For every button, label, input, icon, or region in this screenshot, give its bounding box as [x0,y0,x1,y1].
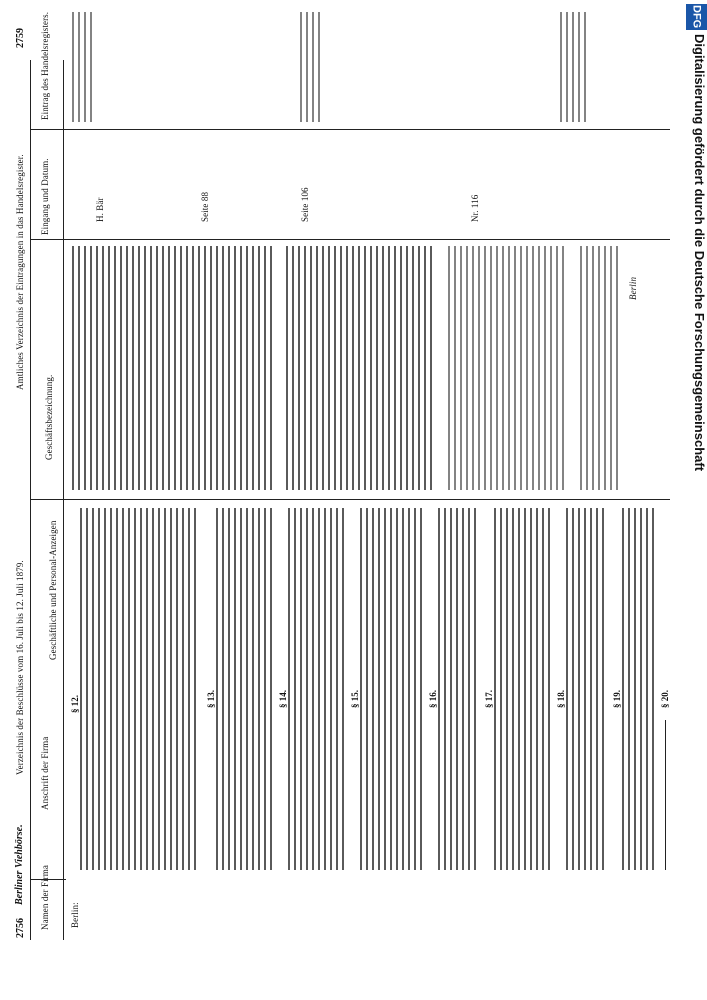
right-paragraph-4 [580,246,620,490]
left-section-1: § 12. [70,695,80,713]
left-section-4: § 15. [350,690,360,708]
header-rule [30,60,31,940]
right-register-entry-2 [300,12,322,122]
right-running-header: Amtliches Verzeichnis der Eintragungen in das Handelsregister. [15,154,25,390]
left-firm-label: Berlin: [70,902,80,928]
right-signature: Berlin [628,276,638,300]
right-paragraph-3 [448,246,568,490]
left-col-name-header: Namen der Firma [40,865,50,930]
left-paragraph-4 [360,508,422,870]
right-paragraph-2 [286,246,436,490]
right-col-business-header: Geschäftsbezeichnung. [44,374,54,460]
left-paragraph-3 [288,508,344,870]
right-margin-note-4: Nr. 116 [470,194,480,222]
right-col-register-header: Eintrag des Handelsregisters. [40,11,50,120]
left-section-7: § 18. [556,690,566,708]
left-running-header: Berliner Viehbörse. [14,824,25,905]
right-col-date-header: Eingang und Datum. [40,158,50,235]
left-col-content-header: Geschäftliche und Personal-Anzeigen [48,520,58,660]
left-section-8: § 19. [612,690,622,708]
left-page-number: 2756 [15,918,26,938]
page-gutter [30,499,670,500]
left-section-3: § 14. [278,690,288,708]
right-page-number: 2759 [15,28,26,48]
right-paragraph-1 [72,246,272,490]
right-register-entry-3 [560,12,590,122]
dfg-logo: DFG [686,4,707,30]
left-section-6: § 17. [484,690,494,708]
left-section-2: § 13. [206,690,216,708]
right-margin-note-1: H. Bär [95,197,105,222]
column-header-rule [63,60,64,940]
left-column-divider-1 [30,879,66,880]
left-paragraph-6 [494,508,550,870]
left-header-title: Verzeichnis der Beschlüsse vom 16. Juli bis 12. Juli 1879. [15,560,25,775]
left-paragraph-5 [438,508,478,870]
left-col-address-header: Anschrift der Firma [40,736,50,810]
left-footer-rule [665,720,666,870]
left-section-5: § 16. [428,690,438,708]
left-paragraph-7 [566,508,606,870]
right-column-divider-1 [30,239,670,240]
left-section-9: § 20. [660,690,670,708]
right-margin-note-2: Seite 88 [200,191,210,222]
left-paragraph-8 [622,508,656,870]
left-paragraph-1 [80,508,200,870]
right-column-divider-2 [30,129,670,130]
dfg-credit-strip [686,0,707,1000]
left-paragraph-2 [216,508,272,870]
right-register-entry-1 [72,12,94,122]
dfg-credit-text: Digitalisierung gefördert durch die Deutsche Forschungsgemeinschaft [692,34,707,472]
right-margin-note-3: Seite 106 [300,187,310,222]
